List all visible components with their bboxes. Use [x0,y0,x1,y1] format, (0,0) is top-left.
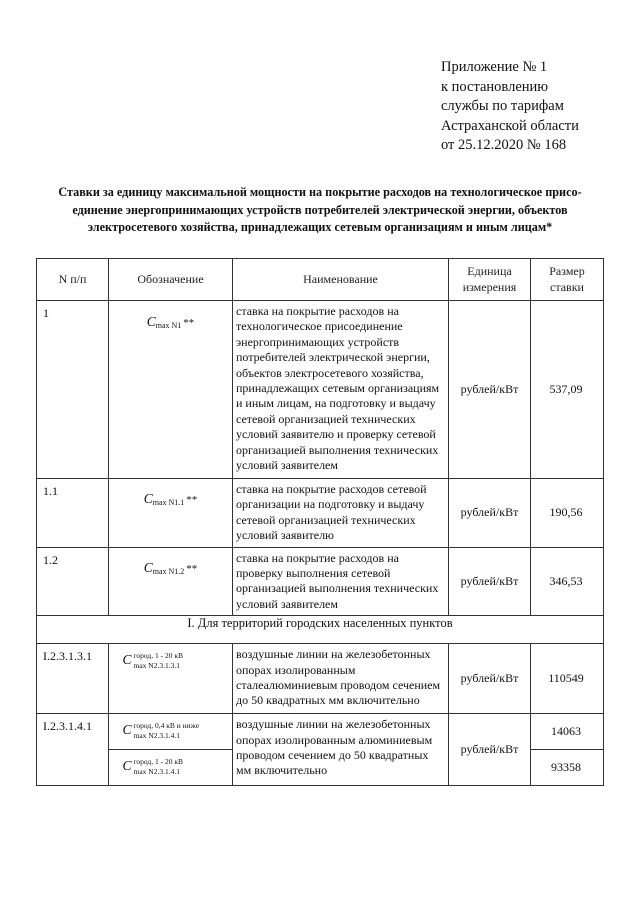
row-designation [109,479,233,548]
row-name: воздушные линии на железобетонных опорах изолированным сталеалюминиевым проводом сечением до 50 квадратных мм включительно [233,644,449,714]
appendix-block [441,58,579,156]
header-num: N п/п [37,259,109,301]
table-row [37,301,604,479]
appendix-line: Астраханской области [441,117,579,134]
appendix-line: службы по тарифам [441,98,564,114]
formula-symbol: $C_{max N1.1}$ ** [143,491,198,507]
section-row [37,616,604,644]
row-num: 1 [37,301,109,479]
appendix-line: к постановлению [441,78,549,95]
row-rate: 537,09 [531,301,604,479]
row-rate: 346,53 [531,547,604,616]
header-rate: Размер ставки [531,259,604,301]
row-unit: рублей/кВт [449,644,531,714]
table-row [37,644,604,714]
row-designation [109,750,233,786]
table-row [37,479,604,548]
header-designation: Обозначение [109,259,233,301]
row-name: ставка на покрытие расходов на проверку выполнения сетевой организацией выполнения технических условий заявителем [233,547,449,616]
formula-symbol: C город, 0,4 кВ и ниже max N2.3.1.4.1 [122,721,200,741]
row-designation [109,301,233,479]
row-designation [109,547,233,616]
formula-symbol: $C_{max N1}$ ** [146,314,195,330]
row-designation [109,644,233,714]
formula-symbol: C город, 1 - 20 кВ max N2.3.1.3.1 [122,651,184,671]
row-name: воздушные линии на железобетонных опорах изолированным алюминиевым проводом сечением до 50 квадратных мм включительно [233,714,449,786]
row-rate: 93358 [531,750,604,786]
row-unit: рублей/кВт [449,547,531,616]
formula-symbol: $C_{max N1.2}$ ** [143,559,198,576]
row-unit: рублей/кВт [449,479,531,548]
row-num: 1.1 [37,479,109,548]
section-heading: I. Для территорий городских населенных пунктов [37,616,604,644]
formula-symbol: C город, 1 - 20 кВ max N2.3.1.4.1 [122,757,184,777]
row-unit: рублей/кВт [449,714,531,786]
title-line: электросетевого хозяйства, принадлежащих сетевым организациям и иным лицам* [87,220,553,234]
header-unit: Единица измерения [449,259,531,301]
title-line: единение энергопринимающих устройств потребителей электрической энергии, объектов [72,202,568,217]
row-rate: 190,56 [531,479,604,548]
appendix-line: от 25.12.2020 № 168 [441,137,567,153]
table-row [37,547,604,616]
row-rate: 14063 [531,714,604,750]
row-rate: 110549 [531,644,604,714]
table-header-row [37,259,604,301]
row-num: I.2.3.1.3.1 [37,644,109,714]
row-name: ставка на покрытие расходов на технологическое присоединение энергопринимающих устройств потребителей электрической энергии, объектов электросетевого хозяйства, принадлежащих сетевым организациям и иным лицам, на подготовку и выдачу сетевой организацией технических условий заявителю и проверку сетевой организацией выполнения технических условий заявителем [233,301,449,479]
row-name: ставка на покрытие расходов сетевой организации на подготовку и выдачу сетевой организацией технических условий заявителю [233,479,449,548]
row-designation [109,714,233,750]
table-row [37,714,604,750]
header-name: Наименование [233,259,449,301]
document-title [34,184,606,237]
appendix-line: Приложение № 1 [441,59,548,75]
rates-table [36,258,604,786]
title-line: Ставки за единицу максимальной мощности на покрытие расходов на технологическое присо- [58,185,582,199]
row-unit: рублей/кВт [449,301,531,479]
row-num: I.2.3.1.4.1 [37,714,109,786]
row-num: 1.2 [37,547,109,616]
